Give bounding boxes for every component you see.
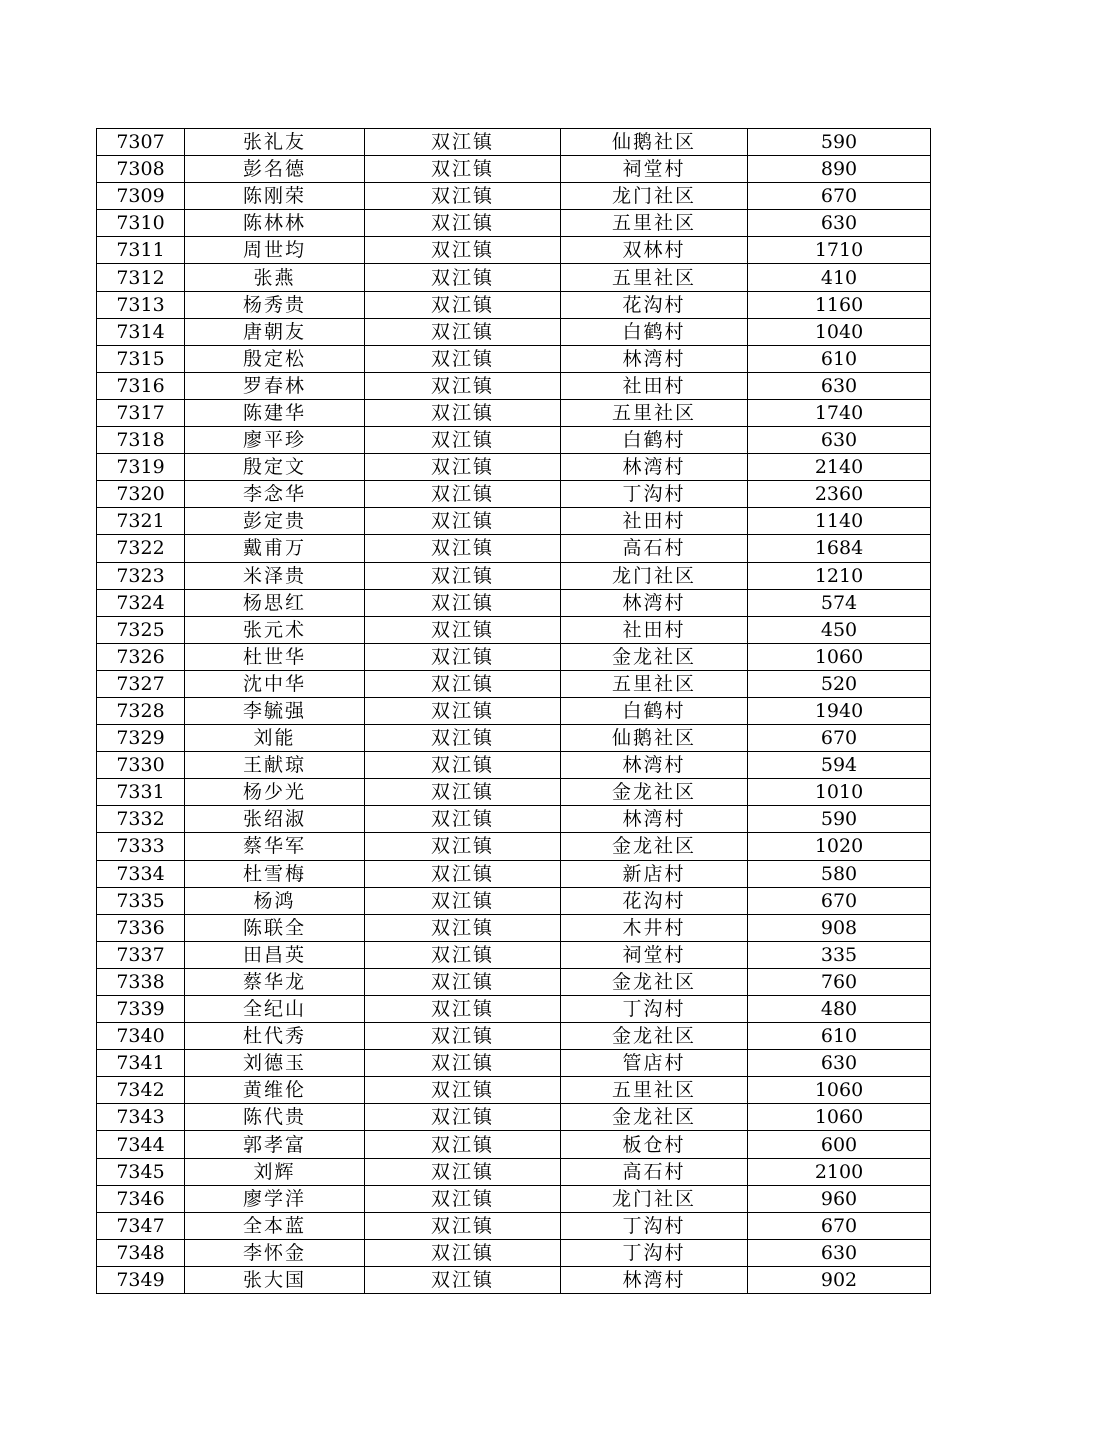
row-number-cell: 7310 (97, 210, 185, 237)
town-cell: 双江镇 (365, 345, 561, 372)
name-cell: 全纪山 (185, 996, 365, 1023)
village-cell: 林湾村 (561, 752, 748, 779)
amount-cell: 1060 (748, 1077, 931, 1104)
row-number-cell: 7342 (97, 1077, 185, 1104)
town-cell: 双江镇 (365, 697, 561, 724)
village-cell: 金龙社区 (561, 833, 748, 860)
town-cell: 双江镇 (365, 643, 561, 670)
amount-cell: 2100 (748, 1158, 931, 1185)
village-cell: 五里社区 (561, 264, 748, 291)
row-number-cell: 7338 (97, 968, 185, 995)
village-cell: 社田村 (561, 616, 748, 643)
row-number-cell: 7330 (97, 752, 185, 779)
village-cell: 木井村 (561, 914, 748, 941)
amount-cell: 450 (748, 616, 931, 643)
name-cell: 米泽贵 (185, 562, 365, 589)
town-cell: 双江镇 (365, 481, 561, 508)
village-cell: 林湾村 (561, 589, 748, 616)
village-cell: 社田村 (561, 372, 748, 399)
name-cell: 陈刚荣 (185, 183, 365, 210)
village-cell: 仙鹅社区 (561, 129, 748, 156)
village-cell: 五里社区 (561, 399, 748, 426)
table-row (97, 670, 931, 697)
name-cell: 陈联全 (185, 914, 365, 941)
name-cell: 李怀金 (185, 1239, 365, 1266)
town-cell: 双江镇 (365, 968, 561, 995)
village-cell: 金龙社区 (561, 1104, 748, 1131)
amount-cell: 670 (748, 725, 931, 752)
name-cell: 陈林林 (185, 210, 365, 237)
town-cell: 双江镇 (365, 1023, 561, 1050)
town-cell: 双江镇 (365, 454, 561, 481)
amount-cell: 590 (748, 129, 931, 156)
town-cell: 双江镇 (365, 589, 561, 616)
village-cell: 板仓村 (561, 1131, 748, 1158)
row-number-cell: 7336 (97, 914, 185, 941)
town-cell: 双江镇 (365, 183, 561, 210)
row-number-cell: 7349 (97, 1266, 185, 1293)
table-row (97, 806, 931, 833)
name-cell: 杨鸿 (185, 887, 365, 914)
row-number-cell: 7347 (97, 1212, 185, 1239)
amount-cell: 1684 (748, 535, 931, 562)
amount-cell: 1140 (748, 508, 931, 535)
amount-cell: 480 (748, 996, 931, 1023)
table-row (97, 237, 931, 264)
row-number-cell: 7345 (97, 1158, 185, 1185)
village-cell: 高石村 (561, 535, 748, 562)
table-row (97, 1104, 931, 1131)
table-row (97, 1212, 931, 1239)
village-cell: 五里社区 (561, 670, 748, 697)
village-cell: 白鹤村 (561, 318, 748, 345)
name-cell: 李念华 (185, 481, 365, 508)
name-cell: 殷定文 (185, 454, 365, 481)
row-number-cell: 7334 (97, 860, 185, 887)
village-cell: 花沟村 (561, 887, 748, 914)
amount-cell: 1060 (748, 1104, 931, 1131)
town-cell: 双江镇 (365, 264, 561, 291)
table-row (97, 210, 931, 237)
village-cell: 林湾村 (561, 454, 748, 481)
row-number-cell: 7328 (97, 697, 185, 724)
town-cell: 双江镇 (365, 210, 561, 237)
row-number-cell: 7331 (97, 779, 185, 806)
amount-cell: 1010 (748, 779, 931, 806)
village-cell: 丁沟村 (561, 1239, 748, 1266)
name-cell: 杜世华 (185, 643, 365, 670)
row-number-cell: 7317 (97, 399, 185, 426)
village-cell: 龙门社区 (561, 562, 748, 589)
table-row (97, 1266, 931, 1293)
amount-cell: 960 (748, 1185, 931, 1212)
amount-cell: 574 (748, 589, 931, 616)
village-cell: 林湾村 (561, 806, 748, 833)
town-cell: 双江镇 (365, 833, 561, 860)
table-row (97, 535, 931, 562)
name-cell: 全本蓝 (185, 1212, 365, 1239)
town-cell: 双江镇 (365, 860, 561, 887)
name-cell: 廖学洋 (185, 1185, 365, 1212)
amount-cell: 670 (748, 1212, 931, 1239)
village-cell: 白鹤村 (561, 697, 748, 724)
name-cell: 张燕 (185, 264, 365, 291)
village-cell: 五里社区 (561, 1077, 748, 1104)
amount-cell: 1210 (748, 562, 931, 589)
table-row (97, 887, 931, 914)
amount-cell: 890 (748, 156, 931, 183)
table-row (97, 454, 931, 481)
amount-cell: 908 (748, 914, 931, 941)
table-row (97, 481, 931, 508)
town-cell: 双江镇 (365, 291, 561, 318)
name-cell: 沈中华 (185, 670, 365, 697)
amount-cell: 760 (748, 968, 931, 995)
row-number-cell: 7335 (97, 887, 185, 914)
table-row (97, 1077, 931, 1104)
name-cell: 陈代贵 (185, 1104, 365, 1131)
table-row (97, 752, 931, 779)
village-cell: 祠堂村 (561, 941, 748, 968)
town-cell: 双江镇 (365, 427, 561, 454)
village-cell: 新店村 (561, 860, 748, 887)
table-row (97, 291, 931, 318)
name-cell: 戴甫万 (185, 535, 365, 562)
table-row (97, 1023, 931, 1050)
town-cell: 双江镇 (365, 1266, 561, 1293)
row-number-cell: 7307 (97, 129, 185, 156)
amount-cell: 670 (748, 183, 931, 210)
row-number-cell: 7311 (97, 237, 185, 264)
name-cell: 周世均 (185, 237, 365, 264)
table-row (97, 562, 931, 589)
row-number-cell: 7314 (97, 318, 185, 345)
table-row (97, 1158, 931, 1185)
amount-cell: 520 (748, 670, 931, 697)
row-number-cell: 7318 (97, 427, 185, 454)
amount-cell: 590 (748, 806, 931, 833)
amount-cell: 1040 (748, 318, 931, 345)
name-cell: 张大国 (185, 1266, 365, 1293)
amount-cell: 2360 (748, 481, 931, 508)
table-row (97, 643, 931, 670)
row-number-cell: 7332 (97, 806, 185, 833)
row-number-cell: 7327 (97, 670, 185, 697)
table-row (97, 318, 931, 345)
data-table (96, 128, 931, 1294)
name-cell: 杜代秀 (185, 1023, 365, 1050)
table-row (97, 372, 931, 399)
amount-cell: 630 (748, 427, 931, 454)
amount-cell: 610 (748, 1023, 931, 1050)
village-cell: 金龙社区 (561, 643, 748, 670)
village-cell: 祠堂村 (561, 156, 748, 183)
amount-cell: 630 (748, 372, 931, 399)
table-row (97, 779, 931, 806)
amount-cell: 630 (748, 1239, 931, 1266)
row-number-cell: 7348 (97, 1239, 185, 1266)
town-cell: 双江镇 (365, 1212, 561, 1239)
village-cell: 仙鹅社区 (561, 725, 748, 752)
village-cell: 林湾村 (561, 1266, 748, 1293)
village-cell: 社田村 (561, 508, 748, 535)
row-number-cell: 7308 (97, 156, 185, 183)
amount-cell: 1710 (748, 237, 931, 264)
town-cell: 双江镇 (365, 237, 561, 264)
village-cell: 金龙社区 (561, 968, 748, 995)
row-number-cell: 7322 (97, 535, 185, 562)
table-row (97, 941, 931, 968)
table-row (97, 345, 931, 372)
town-cell: 双江镇 (365, 1077, 561, 1104)
town-cell: 双江镇 (365, 562, 561, 589)
table-row (97, 996, 931, 1023)
village-cell: 金龙社区 (561, 1023, 748, 1050)
name-cell: 张绍淑 (185, 806, 365, 833)
table-row (97, 697, 931, 724)
table-row (97, 589, 931, 616)
table-row (97, 914, 931, 941)
name-cell: 杨秀贵 (185, 291, 365, 318)
town-cell: 双江镇 (365, 1239, 561, 1266)
amount-cell: 670 (748, 887, 931, 914)
town-cell: 双江镇 (365, 752, 561, 779)
amount-cell: 1020 (748, 833, 931, 860)
name-cell: 罗春林 (185, 372, 365, 399)
name-cell: 杨少光 (185, 779, 365, 806)
name-cell: 刘辉 (185, 1158, 365, 1185)
amount-cell: 1160 (748, 291, 931, 318)
town-cell: 双江镇 (365, 508, 561, 535)
village-cell: 丁沟村 (561, 996, 748, 1023)
row-number-cell: 7340 (97, 1023, 185, 1050)
village-cell: 龙门社区 (561, 183, 748, 210)
name-cell: 殷定松 (185, 345, 365, 372)
row-number-cell: 7333 (97, 833, 185, 860)
town-cell: 双江镇 (365, 806, 561, 833)
town-cell: 双江镇 (365, 399, 561, 426)
name-cell: 郭孝富 (185, 1131, 365, 1158)
town-cell: 双江镇 (365, 1104, 561, 1131)
row-number-cell: 7339 (97, 996, 185, 1023)
village-cell: 白鹤村 (561, 427, 748, 454)
table-row (97, 399, 931, 426)
town-cell: 双江镇 (365, 996, 561, 1023)
amount-cell: 1740 (748, 399, 931, 426)
amount-cell: 580 (748, 860, 931, 887)
name-cell: 刘能 (185, 725, 365, 752)
row-number-cell: 7346 (97, 1185, 185, 1212)
town-cell: 双江镇 (365, 372, 561, 399)
town-cell: 双江镇 (365, 535, 561, 562)
town-cell: 双江镇 (365, 1131, 561, 1158)
table-body (97, 129, 931, 1294)
name-cell: 张礼友 (185, 129, 365, 156)
amount-cell: 630 (748, 1050, 931, 1077)
town-cell: 双江镇 (365, 887, 561, 914)
village-cell: 丁沟村 (561, 481, 748, 508)
name-cell: 李毓强 (185, 697, 365, 724)
town-cell: 双江镇 (365, 1185, 561, 1212)
amount-cell: 1060 (748, 643, 931, 670)
town-cell: 双江镇 (365, 129, 561, 156)
table-row (97, 1050, 931, 1077)
table-row (97, 725, 931, 752)
town-cell: 双江镇 (365, 941, 561, 968)
row-number-cell: 7343 (97, 1104, 185, 1131)
town-cell: 双江镇 (365, 1158, 561, 1185)
town-cell: 双江镇 (365, 779, 561, 806)
village-cell: 金龙社区 (561, 779, 748, 806)
table-row (97, 129, 931, 156)
town-cell: 双江镇 (365, 670, 561, 697)
name-cell: 蔡华龙 (185, 968, 365, 995)
village-cell: 丁沟村 (561, 1212, 748, 1239)
table-row (97, 833, 931, 860)
row-number-cell: 7329 (97, 725, 185, 752)
table-row (97, 427, 931, 454)
row-number-cell: 7316 (97, 372, 185, 399)
table-row (97, 1239, 931, 1266)
amount-cell: 594 (748, 752, 931, 779)
town-cell: 双江镇 (365, 914, 561, 941)
amount-cell: 1940 (748, 697, 931, 724)
village-cell: 林湾村 (561, 345, 748, 372)
town-cell: 双江镇 (365, 1050, 561, 1077)
amount-cell: 410 (748, 264, 931, 291)
table-row (97, 616, 931, 643)
name-cell: 蔡华军 (185, 833, 365, 860)
name-cell: 田昌英 (185, 941, 365, 968)
row-number-cell: 7341 (97, 1050, 185, 1077)
village-cell: 花沟村 (561, 291, 748, 318)
name-cell: 杜雪梅 (185, 860, 365, 887)
town-cell: 双江镇 (365, 616, 561, 643)
row-number-cell: 7325 (97, 616, 185, 643)
name-cell: 王献琼 (185, 752, 365, 779)
table-row (97, 508, 931, 535)
village-cell: 管店村 (561, 1050, 748, 1077)
name-cell: 黄维伦 (185, 1077, 365, 1104)
village-cell: 高石村 (561, 1158, 748, 1185)
amount-cell: 902 (748, 1266, 931, 1293)
amount-cell: 630 (748, 210, 931, 237)
name-cell: 彭定贵 (185, 508, 365, 535)
table-row (97, 183, 931, 210)
row-number-cell: 7337 (97, 941, 185, 968)
row-number-cell: 7319 (97, 454, 185, 481)
row-number-cell: 7323 (97, 562, 185, 589)
table-row (97, 156, 931, 183)
row-number-cell: 7313 (97, 291, 185, 318)
row-number-cell: 7344 (97, 1131, 185, 1158)
village-cell: 五里社区 (561, 210, 748, 237)
table-row (97, 968, 931, 995)
table-row (97, 264, 931, 291)
name-cell: 陈建华 (185, 399, 365, 426)
row-number-cell: 7320 (97, 481, 185, 508)
amount-cell: 610 (748, 345, 931, 372)
name-cell: 廖平珍 (185, 427, 365, 454)
table-row (97, 1185, 931, 1212)
town-cell: 双江镇 (365, 318, 561, 345)
row-number-cell: 7315 (97, 345, 185, 372)
row-number-cell: 7321 (97, 508, 185, 535)
amount-cell: 600 (748, 1131, 931, 1158)
amount-cell: 2140 (748, 454, 931, 481)
name-cell: 杨思红 (185, 589, 365, 616)
village-cell: 双林村 (561, 237, 748, 264)
row-number-cell: 7312 (97, 264, 185, 291)
row-number-cell: 7326 (97, 643, 185, 670)
name-cell: 刘德玉 (185, 1050, 365, 1077)
town-cell: 双江镇 (365, 725, 561, 752)
amount-cell: 335 (748, 941, 931, 968)
row-number-cell: 7324 (97, 589, 185, 616)
village-cell: 龙门社区 (561, 1185, 748, 1212)
town-cell: 双江镇 (365, 156, 561, 183)
name-cell: 彭名德 (185, 156, 365, 183)
table-row (97, 860, 931, 887)
table-row (97, 1131, 931, 1158)
name-cell: 张元术 (185, 616, 365, 643)
row-number-cell: 7309 (97, 183, 185, 210)
name-cell: 唐朝友 (185, 318, 365, 345)
